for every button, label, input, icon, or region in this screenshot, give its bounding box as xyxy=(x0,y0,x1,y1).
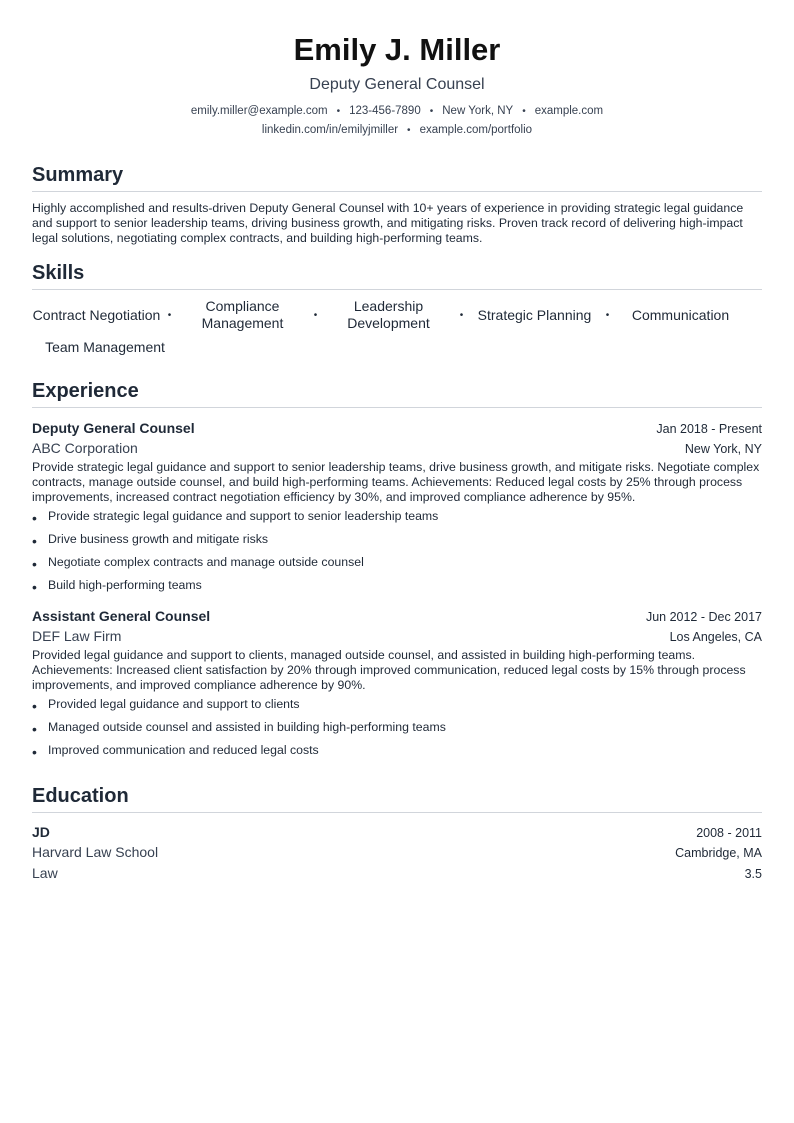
separator-dot: • xyxy=(522,106,526,117)
gpa: 3.5 xyxy=(744,867,762,881)
education-section xyxy=(32,783,762,884)
list-item xyxy=(32,697,762,715)
job-location: New York, NY xyxy=(684,442,762,456)
job-company-row xyxy=(32,626,762,647)
list-item xyxy=(32,555,762,573)
bullet-icon: • xyxy=(32,556,37,572)
skill-item: Communication xyxy=(631,306,730,323)
skills-section xyxy=(32,260,762,356)
skill-separator: • xyxy=(459,309,464,321)
phone-text: 123-456-7890 xyxy=(349,105,421,117)
list-item xyxy=(32,720,762,738)
contact-line-1 xyxy=(32,102,762,121)
skill-item: Leadership Development xyxy=(347,298,430,331)
skill-separator: • xyxy=(167,309,172,321)
school-name: Harvard Law School xyxy=(32,844,159,860)
summary-text: Highly accomplished and results-driven Deputy General Counsel with 10+ years of experience in providing strategic legal guidance and support to senior leadership teams, driving business growth, and mitigating risks. Proven track record of delivering high-impact legal solutions, negotiating complex contracts, and building high-performing teams. xyxy=(32,201,744,245)
degree: JD xyxy=(32,824,50,840)
bullet-text: Negotiate complex contracts and manage outside counsel xyxy=(48,555,364,569)
job-entry xyxy=(32,606,762,761)
resume-header xyxy=(32,32,762,140)
skill-item: Contract Negotiation xyxy=(32,306,161,323)
job-header-row xyxy=(32,418,762,438)
list-item xyxy=(32,532,762,550)
bullet-text: Provided legal guidance and support to clients xyxy=(48,697,300,711)
bullet-icon: • xyxy=(32,533,37,549)
experience-heading: Experience xyxy=(32,378,762,408)
job-title: Deputy General Counsel xyxy=(32,420,195,436)
bullet-text: Improved communication and reduced legal costs xyxy=(48,743,319,757)
summary-heading: Summary xyxy=(32,162,762,192)
linkedin-link[interactable]: linkedin.com/in/emilyjmiller xyxy=(261,124,399,136)
education-heading: Education xyxy=(32,783,762,813)
job-entry xyxy=(32,418,762,596)
skill-separator: • xyxy=(313,309,318,321)
separator-dot: • xyxy=(336,106,341,117)
contact-line-2 xyxy=(32,121,762,140)
job-bullets xyxy=(32,509,762,596)
candidate-role: Deputy General Counsel xyxy=(309,76,485,93)
skill-item: Team Management xyxy=(45,339,165,355)
bullet-text: Build high-performing teams xyxy=(48,578,202,592)
skills-list xyxy=(32,298,762,356)
job-dates: Jun 2012 - Dec 2017 xyxy=(645,610,762,624)
education-school-row xyxy=(32,842,762,863)
education-degree-row xyxy=(32,822,762,842)
skills-heading: Skills xyxy=(32,260,762,290)
field-of-study: Law xyxy=(32,865,58,881)
email-link[interactable]: emily.miller@example.com xyxy=(190,105,328,117)
job-location: Los Angeles, CA xyxy=(669,630,762,644)
list-item xyxy=(32,578,762,596)
website-link[interactable]: example.com xyxy=(534,105,604,117)
job-description: Provided legal guidance and support to clients, managed outside counsel, and assisted in building high-performing teams. Achievements: Increased client satisfaction by 20% through improved communication, reduced legal costs by 15% through process improvements, and improved compliance adherence by 90%. xyxy=(32,648,746,692)
job-company-row xyxy=(32,438,762,459)
education-entry xyxy=(32,822,762,884)
bullet-text: Provide strategic legal guidance and support to senior leadership teams xyxy=(48,509,439,523)
bullet-icon: • xyxy=(32,721,37,737)
bullet-icon: • xyxy=(32,510,37,526)
company-name: DEF Law Firm xyxy=(32,628,122,644)
skill-item: Compliance Management xyxy=(201,298,284,331)
skill-separator: • xyxy=(605,309,610,321)
list-item xyxy=(32,509,762,527)
bullet-icon: • xyxy=(32,698,37,714)
school-location: Cambridge, MA xyxy=(675,846,762,860)
location-text: New York, NY xyxy=(442,105,514,117)
education-dates: 2008 - 2011 xyxy=(696,826,762,840)
contact-info xyxy=(32,102,762,140)
candidate-name: Emily J. Miller xyxy=(293,32,501,67)
bullet-icon: • xyxy=(32,579,37,595)
bullet-text: Managed outside counsel and assisted in building high-performing teams xyxy=(48,720,446,734)
summary-section xyxy=(32,162,762,246)
experience-section xyxy=(32,378,762,761)
job-title: Assistant General Counsel xyxy=(32,608,211,624)
company-name: ABC Corporation xyxy=(32,440,138,456)
job-bullets xyxy=(32,697,762,761)
job-header-row xyxy=(32,606,762,626)
education-field-row xyxy=(32,863,762,884)
skill-item: Strategic Planning xyxy=(477,306,592,323)
separator-dot: • xyxy=(429,106,434,117)
bullet-text: Drive business growth and mitigate risks xyxy=(48,532,269,546)
portfolio-link[interactable]: example.com/portfolio xyxy=(419,124,533,136)
list-item xyxy=(32,743,762,761)
job-dates: Jan 2018 - Present xyxy=(656,422,762,436)
bullet-icon: • xyxy=(32,744,37,760)
job-description: Provide strategic legal guidance and support to senior leadership teams, drive business growth, and mitigate risks. Negotiate complex contracts, manage outside counsel, and build high-performing teams. Achievements: Reduced legal costs by 25% through process improvements, increased contract negotiation efficiency by 30%, and improved compliance adherence by 95%. xyxy=(32,460,760,504)
separator-dot: • xyxy=(407,125,411,136)
